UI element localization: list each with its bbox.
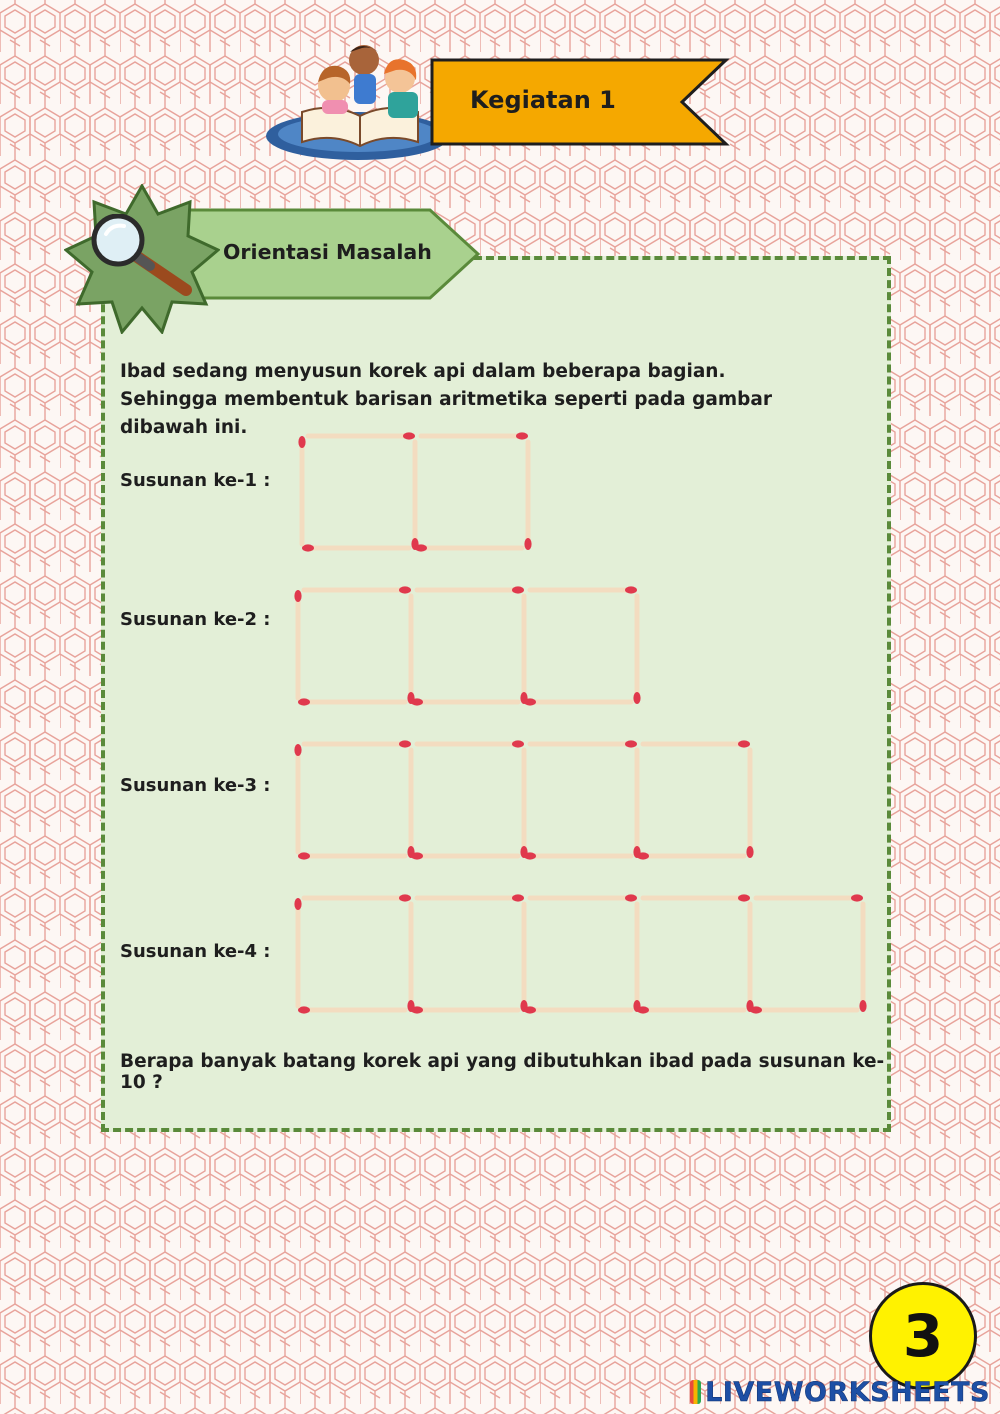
matchstick-top xyxy=(421,432,528,439)
matchstick-bottom xyxy=(415,544,522,551)
matchstick-bottom xyxy=(637,852,744,859)
problem-intro: Ibad sedang menyusun korek api dalam beberapa bagian. Sehingga membentuk barisan aritmetika seperti pada gambar dibawah ini. xyxy=(120,361,772,438)
matchstick-arrangement-3 xyxy=(290,734,760,864)
matchstick-bottom xyxy=(637,1006,744,1013)
matchstick-right xyxy=(407,750,414,858)
matchstick-top xyxy=(417,894,524,901)
matchstick-bottom xyxy=(524,852,631,859)
matchstick-left xyxy=(294,898,301,1006)
magnifying-glass-icon xyxy=(88,214,198,300)
matchstick-bottom xyxy=(298,1006,405,1013)
arrangement-label-3: Susunan ke-3 : xyxy=(120,775,271,796)
arrangement-label-4: Susunan ke-4 : xyxy=(120,941,271,962)
matchstick-right xyxy=(746,904,753,1012)
matchstick-bottom xyxy=(302,544,409,551)
matchstick-right xyxy=(746,750,753,858)
brand-mark-icon xyxy=(690,1380,701,1404)
matchstick-bottom xyxy=(524,698,631,705)
matchstick-top xyxy=(530,894,637,901)
question-text: Berapa banyak batang korek api yang dibutuhkan ibad pada susunan ke-10 ? xyxy=(120,1051,885,1093)
matchstick-right xyxy=(524,442,531,550)
matchstick-top xyxy=(304,894,411,901)
activity-title: Kegiatan 1 xyxy=(470,86,616,114)
matchstick-right xyxy=(633,750,640,858)
matchstick-left xyxy=(298,436,305,544)
matchstick-top xyxy=(643,740,750,747)
matchstick-arrangement-4 xyxy=(290,888,870,1018)
matchstick-top xyxy=(756,894,863,901)
matchstick-right xyxy=(859,904,866,1012)
matchstick-top xyxy=(417,586,524,593)
matchstick-right xyxy=(407,596,414,704)
matchstick-top xyxy=(304,740,411,747)
matchstick-right xyxy=(633,596,640,704)
matchstick-top xyxy=(530,740,637,747)
matchstick-arrangement-1 xyxy=(294,426,544,556)
liveworksheets-logo xyxy=(690,1376,990,1408)
matchstick-arrangement-2 xyxy=(290,580,650,710)
matchstick-bottom xyxy=(411,852,518,859)
matchstick-bottom xyxy=(411,1006,518,1013)
matchstick-bottom xyxy=(298,698,405,705)
section-title: Orientasi Masalah xyxy=(223,240,432,264)
matchstick-right xyxy=(520,596,527,704)
matchstick-top xyxy=(304,586,411,593)
matchstick-left xyxy=(294,744,301,852)
matchstick-right xyxy=(407,904,414,1012)
arrangement-label-2: Susunan ke-2 : xyxy=(120,609,271,630)
page-number-badge: 3 xyxy=(869,1282,977,1390)
matchstick-right xyxy=(520,750,527,858)
matchstick-bottom xyxy=(524,1006,631,1013)
matchstick-bottom xyxy=(750,1006,857,1013)
brand-name: LIVEWORKSHEETS xyxy=(705,1376,990,1408)
matchstick-bottom xyxy=(298,852,405,859)
matchstick-right xyxy=(633,904,640,1012)
matchstick-left xyxy=(294,590,301,698)
matchstick-top xyxy=(643,894,750,901)
matchstick-right xyxy=(411,442,418,550)
matchstick-right xyxy=(520,904,527,1012)
matchstick-top xyxy=(530,586,637,593)
matchstick-top xyxy=(417,740,524,747)
matchstick-bottom xyxy=(411,698,518,705)
arrangement-label-1: Susunan ke-1 : xyxy=(120,470,271,491)
matchstick-top xyxy=(308,432,415,439)
